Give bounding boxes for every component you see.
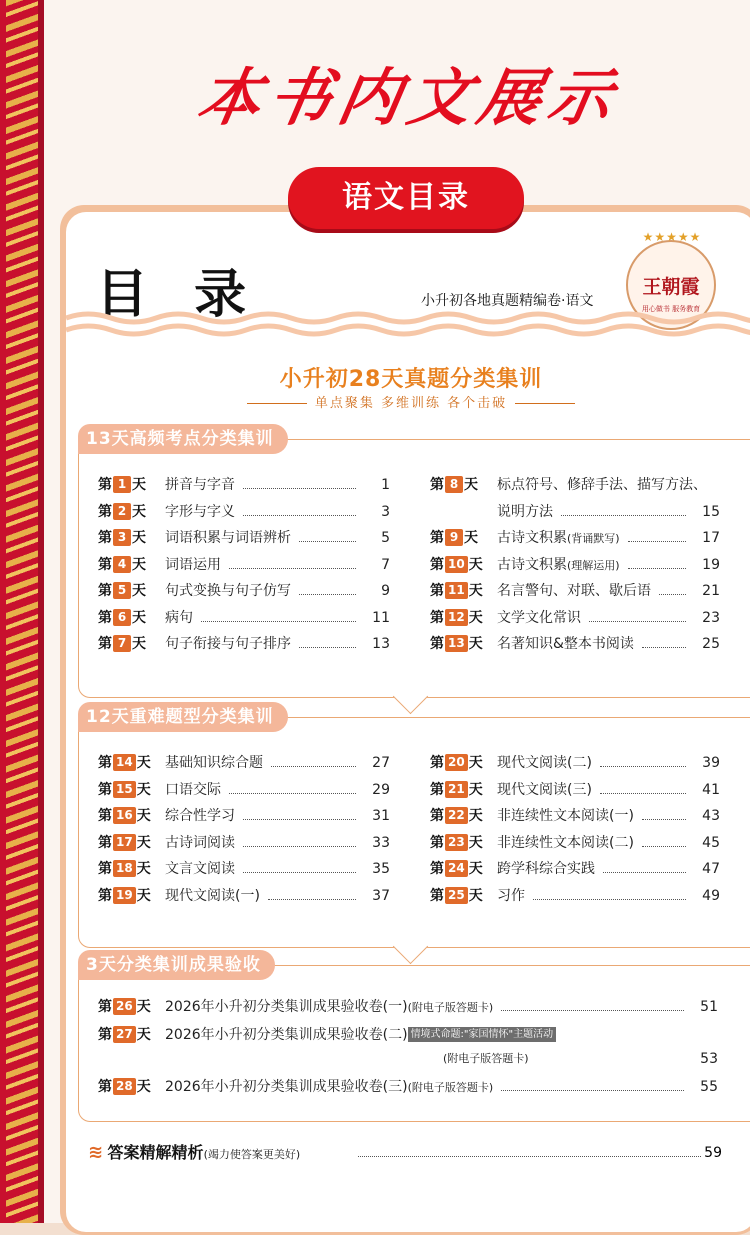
day-suffix: 天	[136, 808, 151, 824]
day-label	[98, 525, 160, 551]
day-label	[98, 803, 160, 829]
page-number: 17	[702, 530, 720, 546]
toc-row[interactable]	[98, 525, 390, 551]
day-suffix: 天	[132, 609, 146, 626]
day-suffix: 天	[468, 861, 483, 877]
toc-entry-title	[497, 605, 581, 631]
day-prefix: 第	[98, 1027, 112, 1043]
toc-entry-title	[497, 856, 595, 882]
day-label	[98, 499, 160, 525]
day-prefix: 第	[98, 755, 112, 771]
day-number-badge: 14	[113, 754, 136, 771]
day-number-badge: 17	[113, 834, 136, 851]
day-prefix: 第	[98, 808, 112, 824]
day-number-badge: 27	[113, 1026, 136, 1043]
toc-entry-title	[165, 777, 221, 803]
page-number: 1	[381, 477, 390, 493]
toc-entry-title	[165, 803, 235, 829]
entry-title-text: 古诗词阅读	[165, 834, 235, 851]
day-number-badge: 15	[113, 781, 136, 798]
day-number-badge: 10	[445, 556, 468, 573]
day-suffix: 天	[468, 609, 483, 626]
toc-entry-title	[165, 525, 291, 551]
day-suffix: 天	[468, 808, 483, 824]
page-number: 43	[702, 808, 720, 824]
day-prefix: 第	[98, 781, 112, 798]
page-number: 31	[372, 808, 390, 824]
page-number: 51	[700, 999, 718, 1015]
dot-leader	[243, 488, 356, 489]
page-number: 13	[372, 636, 390, 652]
day-number-badge: 4	[113, 556, 131, 573]
page-number: 35	[372, 861, 390, 877]
day-label	[430, 856, 492, 882]
day-label	[98, 605, 160, 631]
toc-row[interactable]	[98, 856, 390, 882]
entry-title-text: 词语积累与词语辨析	[165, 530, 291, 546]
day-number-badge: 21	[445, 781, 468, 798]
group-title: 天分类集训成果验收	[98, 955, 261, 975]
gold-wave-pattern	[6, 0, 38, 1223]
day-suffix: 天	[132, 556, 146, 573]
day-label	[98, 883, 160, 909]
day-label	[98, 631, 160, 657]
page-headline: 本书内文展示	[192, 61, 626, 134]
dot-leader	[299, 594, 356, 595]
day-prefix: 第	[98, 503, 112, 520]
toc-entry-title	[497, 750, 592, 776]
day-suffix: 天	[468, 556, 483, 573]
day-number-badge: 8	[445, 476, 463, 493]
day-label	[98, 1074, 160, 1100]
toc-entry-title	[165, 994, 493, 1021]
day-label	[430, 472, 492, 498]
day-suffix: 天	[136, 755, 151, 771]
dot-leader	[201, 621, 356, 622]
day-number-badge: 1	[113, 476, 131, 493]
day-prefix: 第	[430, 636, 444, 652]
day-suffix: 天	[136, 1079, 151, 1095]
day-prefix: 第	[98, 609, 112, 626]
day-prefix: 第	[98, 636, 112, 652]
toc-row-continuation[interactable]	[430, 499, 720, 525]
toc-entry-title	[497, 631, 634, 657]
day-label	[98, 750, 160, 776]
dot-leader	[600, 766, 686, 767]
entry-title-text: 字形与字义	[165, 503, 235, 520]
toc-row[interactable]	[430, 750, 720, 776]
toc-row[interactable]	[98, 499, 390, 525]
dot-leader	[268, 899, 356, 900]
day-label	[98, 578, 160, 604]
toc-row[interactable]	[430, 525, 720, 551]
day-label	[430, 631, 492, 657]
day-suffix: 天	[468, 636, 483, 652]
day-suffix: 天	[136, 999, 151, 1015]
toc-row[interactable]	[98, 883, 390, 909]
page-number: 55	[700, 1079, 718, 1095]
entry-title-text: 非连续性文本阅读(二)	[497, 834, 634, 851]
day-prefix: 第	[430, 556, 444, 573]
entry-title-text: 2026年小升初分类集训成果验收卷(一)	[165, 999, 408, 1015]
toc-row-continuation[interactable]	[98, 1046, 718, 1072]
day-label	[430, 605, 492, 631]
dot-leader	[271, 766, 356, 767]
day-number-badge: 22	[445, 807, 468, 824]
day-number-badge: 23	[445, 834, 468, 851]
day-prefix: 第	[430, 530, 444, 546]
page-number: 53	[700, 1051, 718, 1067]
day-prefix: 第	[98, 887, 112, 904]
entry-title-text: 习作	[497, 887, 525, 904]
dot-leader	[642, 647, 686, 648]
wave-icon: ≋	[88, 1142, 104, 1163]
page-number: 25	[702, 636, 720, 652]
day-prefix: 第	[430, 808, 444, 824]
toc-row[interactable]	[430, 605, 720, 631]
day-number-badge: 9	[445, 529, 463, 546]
day-suffix: 天	[132, 477, 146, 493]
toc-entry-title	[165, 578, 291, 604]
toc-entry-title	[497, 525, 620, 552]
entry-highlight-badge: 情境式命题:"家国情怀"主题活动	[408, 1027, 557, 1042]
day-number-badge: 11	[445, 582, 468, 599]
toc-row[interactable]	[98, 631, 390, 657]
day-suffix: 天	[468, 887, 483, 904]
entry-title-text: 句子衔接与句子排序	[165, 636, 291, 652]
answer-note: (竭力使答案更美好)	[203, 1148, 301, 1161]
page-number: 47	[702, 861, 720, 877]
entry-title-text: 口语交际	[165, 781, 221, 798]
dot-leader	[299, 541, 356, 542]
toc-row[interactable]	[98, 552, 390, 578]
day-suffix: 天	[132, 583, 146, 599]
toc-entry-title	[165, 552, 221, 578]
page-number: 5	[381, 530, 390, 546]
answer-row[interactable]	[88, 1140, 748, 1166]
entry-title-text: 综合性学习	[165, 808, 235, 824]
toc-row[interactable]	[98, 1074, 718, 1100]
page-number: 29	[372, 781, 390, 798]
page-number: 33	[372, 834, 390, 851]
dot-leader	[501, 1010, 684, 1011]
day-label	[98, 830, 160, 856]
page-number: 7	[381, 556, 390, 573]
day-prefix: 第	[430, 861, 444, 877]
day-prefix: 第	[98, 1079, 112, 1095]
entry-title-text: 古诗文积累	[497, 530, 567, 546]
toc-entry-title	[497, 777, 592, 803]
decorative-left-band	[0, 0, 44, 1223]
entry-title-text: 拼音与字音	[165, 477, 235, 493]
toc-row[interactable]	[98, 605, 390, 631]
day-prefix: 第	[430, 477, 444, 493]
toc-row[interactable]	[430, 631, 720, 657]
toc-group-tag	[78, 424, 288, 454]
decorative-waves	[66, 310, 750, 340]
day-label	[430, 883, 492, 909]
toc-group-tag	[78, 950, 275, 980]
main-title: 小升初28天真题分类集训	[279, 367, 543, 392]
day-prefix: 第	[430, 583, 444, 599]
toc-row[interactable]	[430, 883, 720, 909]
entry-title-text: 基础知识综合题	[165, 755, 263, 771]
dot-leader	[603, 872, 686, 873]
answer-page: 59	[704, 1145, 722, 1161]
day-number-badge: 26	[113, 998, 136, 1015]
day-prefix: 第	[98, 556, 112, 573]
toc-row[interactable]	[430, 856, 720, 882]
toc-row[interactable]	[430, 803, 720, 829]
day-suffix: 天	[468, 755, 483, 771]
dot-leader	[243, 515, 356, 516]
entry-title-text: 现代文阅读(二)	[497, 755, 592, 771]
entry-title-text: 说明方法	[497, 503, 553, 520]
dot-leader	[229, 793, 356, 794]
day-number-badge: 25	[445, 887, 468, 904]
dot-leader	[642, 819, 686, 820]
entry-title-text: 文学文化常识	[497, 609, 581, 626]
entry-note: (附电子版答题卡)	[407, 1081, 494, 1094]
toc-entry-title	[165, 605, 193, 631]
day-number-badge: 6	[113, 609, 131, 626]
day-number-badge: 24	[445, 860, 468, 877]
day-prefix: 第	[98, 477, 112, 493]
series-name: 小升初各地真题精编卷·语文	[421, 293, 594, 309]
toc-row[interactable]	[98, 578, 390, 604]
day-prefix: 第	[98, 834, 112, 851]
logo-name: 王朝霞	[642, 276, 700, 298]
day-number-badge: 2	[113, 503, 131, 520]
page-number: 9	[381, 583, 390, 599]
entry-title-text: 词语运用	[165, 556, 221, 573]
day-suffix: 天	[132, 530, 146, 546]
day-suffix: 天	[468, 583, 483, 599]
day-suffix: 天	[464, 477, 478, 493]
day-number-badge: 13	[445, 635, 468, 652]
stars-icon: ★★★★★	[642, 230, 702, 244]
entry-title-text: 名著知识&整本书阅读	[497, 636, 634, 652]
toc-row[interactable]	[430, 578, 720, 604]
page-number: 11	[372, 609, 390, 626]
toc-entry-title	[165, 830, 235, 856]
dot-leader	[299, 647, 356, 648]
dot-leader	[600, 793, 686, 794]
toc-panel	[66, 212, 750, 1232]
toc-entry-title	[165, 750, 263, 776]
page-number: 41	[702, 781, 720, 798]
day-number-badge: 3	[113, 529, 131, 546]
day-label	[98, 552, 160, 578]
day-prefix: 第	[430, 609, 444, 626]
dot-leader	[628, 541, 686, 542]
toc-row[interactable]	[98, 830, 390, 856]
day-number-badge: 18	[113, 860, 136, 877]
entry-title-text: 现代文阅读(三)	[497, 781, 592, 798]
day-label	[98, 1022, 160, 1048]
toc-row[interactable]	[98, 994, 718, 1020]
day-suffix: 天	[468, 834, 483, 851]
entry-title-text: 非连续性文本阅读(一)	[497, 808, 634, 824]
toc-row[interactable]	[430, 777, 720, 803]
entry-note: (附电子版答题卡)	[443, 1052, 529, 1065]
toc-entry-title	[165, 883, 260, 909]
day-prefix: 第	[430, 887, 444, 904]
day-label	[430, 777, 492, 803]
page-number: 15	[702, 503, 720, 520]
dot-leader	[229, 568, 356, 569]
toc-row[interactable]	[430, 552, 720, 578]
day-suffix: 天	[132, 503, 146, 520]
day-prefix: 第	[98, 583, 112, 599]
entry-title-text: 2026年小升初分类集训成果验收卷(二)	[165, 1027, 408, 1043]
toc-entry-title	[165, 1074, 493, 1101]
toc-entry-title	[497, 578, 651, 604]
toc-entry-title	[497, 552, 620, 579]
day-number-badge: 19	[113, 887, 136, 904]
page-number: 49	[702, 887, 720, 904]
day-number-badge: 28	[113, 1078, 136, 1095]
entry-note: (理解运用)	[567, 558, 620, 572]
page-number: 23	[702, 609, 720, 626]
entry-title-text: 2026年小升初分类集训成果验收卷(三)	[165, 1079, 408, 1095]
dot-leader	[243, 819, 356, 820]
answer-label: 答案精解精析	[107, 1143, 204, 1162]
day-label	[98, 777, 160, 803]
toc-entry-title	[497, 830, 634, 856]
day-prefix: 第	[430, 755, 444, 771]
dot-leader	[642, 846, 686, 847]
day-suffix: 天	[136, 834, 151, 851]
entry-title-text: 标点符号、修辞手法、描写方法、	[497, 477, 707, 493]
day-label	[98, 472, 160, 498]
dot-leader	[533, 899, 686, 900]
toc-entry-title	[165, 472, 235, 498]
day-prefix: 第	[430, 834, 444, 851]
page-number: 27	[372, 755, 390, 771]
group-title: 天高频考点分类集训	[111, 429, 274, 449]
day-label	[98, 856, 160, 882]
toc-row[interactable]	[430, 830, 720, 856]
entry-title-text: 跨学科综合实践	[497, 861, 595, 877]
page-number: 37	[372, 887, 390, 904]
day-number-badge: 5	[113, 582, 131, 599]
day-prefix: 第	[98, 861, 112, 877]
day-number-badge: 12	[445, 609, 468, 626]
page-number: 21	[702, 583, 720, 599]
toc-row[interactable]	[98, 472, 390, 498]
toc-heading: 目 录	[96, 265, 261, 325]
toc-row[interactable]	[98, 803, 390, 829]
group-count: 13	[86, 429, 112, 449]
group-title: 天重难题型分类集训	[111, 707, 274, 727]
entry-title-text: 文言文阅读	[165, 861, 235, 877]
day-label	[430, 830, 492, 856]
toc-row[interactable]	[430, 472, 720, 498]
day-suffix: 天	[136, 1027, 151, 1043]
toc-row[interactable]	[98, 777, 390, 803]
toc-row[interactable]	[98, 750, 390, 776]
toc-row[interactable]	[98, 1022, 718, 1048]
entry-note: (附电子版答题卡)	[407, 1001, 494, 1014]
dot-leader	[628, 568, 686, 569]
toc-entry-title	[497, 883, 525, 909]
entry-note: (背诵默写)	[567, 532, 620, 545]
entry-title-text: 名言警句、对联、歇后语	[497, 583, 651, 599]
entry-title-text: 古诗文积累	[497, 556, 567, 573]
day-label	[430, 578, 492, 604]
day-suffix: 天	[136, 887, 151, 904]
toc-group-tag	[78, 702, 288, 732]
page-number: 39	[702, 755, 720, 771]
toc-entry-title	[165, 499, 235, 525]
day-prefix: 第	[430, 781, 444, 798]
toc-entry-title	[165, 631, 291, 657]
group-count: 3	[86, 955, 99, 975]
page-number: 3	[381, 503, 390, 520]
dot-leader	[561, 515, 686, 516]
dot-leader	[501, 1090, 684, 1091]
toc-entry-title	[165, 1022, 556, 1048]
entry-title-text: 病句	[165, 609, 193, 626]
day-suffix: 天	[468, 781, 483, 798]
day-suffix: 天	[132, 636, 146, 652]
page-number: 45	[702, 834, 720, 851]
dot-leader	[589, 621, 686, 622]
toc-entry-title	[165, 856, 235, 882]
group-count: 12	[86, 707, 112, 727]
toc-entry-title	[497, 803, 634, 829]
day-label	[430, 803, 492, 829]
day-label	[98, 994, 160, 1020]
day-suffix: 天	[136, 781, 151, 798]
day-number-badge: 16	[113, 807, 136, 824]
section-tab[interactable]: 语文目录	[288, 167, 524, 229]
dot-leader	[243, 846, 356, 847]
logo-motto: 用心做书 服务教育	[641, 305, 701, 313]
day-label	[430, 552, 492, 578]
day-suffix: 天	[136, 861, 151, 877]
day-number-badge: 20	[445, 754, 468, 771]
day-label	[430, 525, 492, 551]
toc-entry-title	[497, 472, 707, 498]
dot-leader	[659, 594, 686, 595]
day-prefix: 第	[98, 530, 112, 546]
day-number-badge: 7	[113, 635, 131, 652]
entry-title-text: 句式变换与句子仿写	[165, 583, 291, 599]
dot-leader	[243, 872, 356, 873]
sub-title: 单点聚集 多维训练 各个击破	[66, 392, 750, 411]
day-prefix: 第	[98, 999, 112, 1015]
page-number: 19	[702, 556, 720, 573]
entry-title-text: 现代文阅读(一)	[165, 887, 260, 904]
day-label	[430, 750, 492, 776]
day-suffix: 天	[464, 530, 478, 546]
